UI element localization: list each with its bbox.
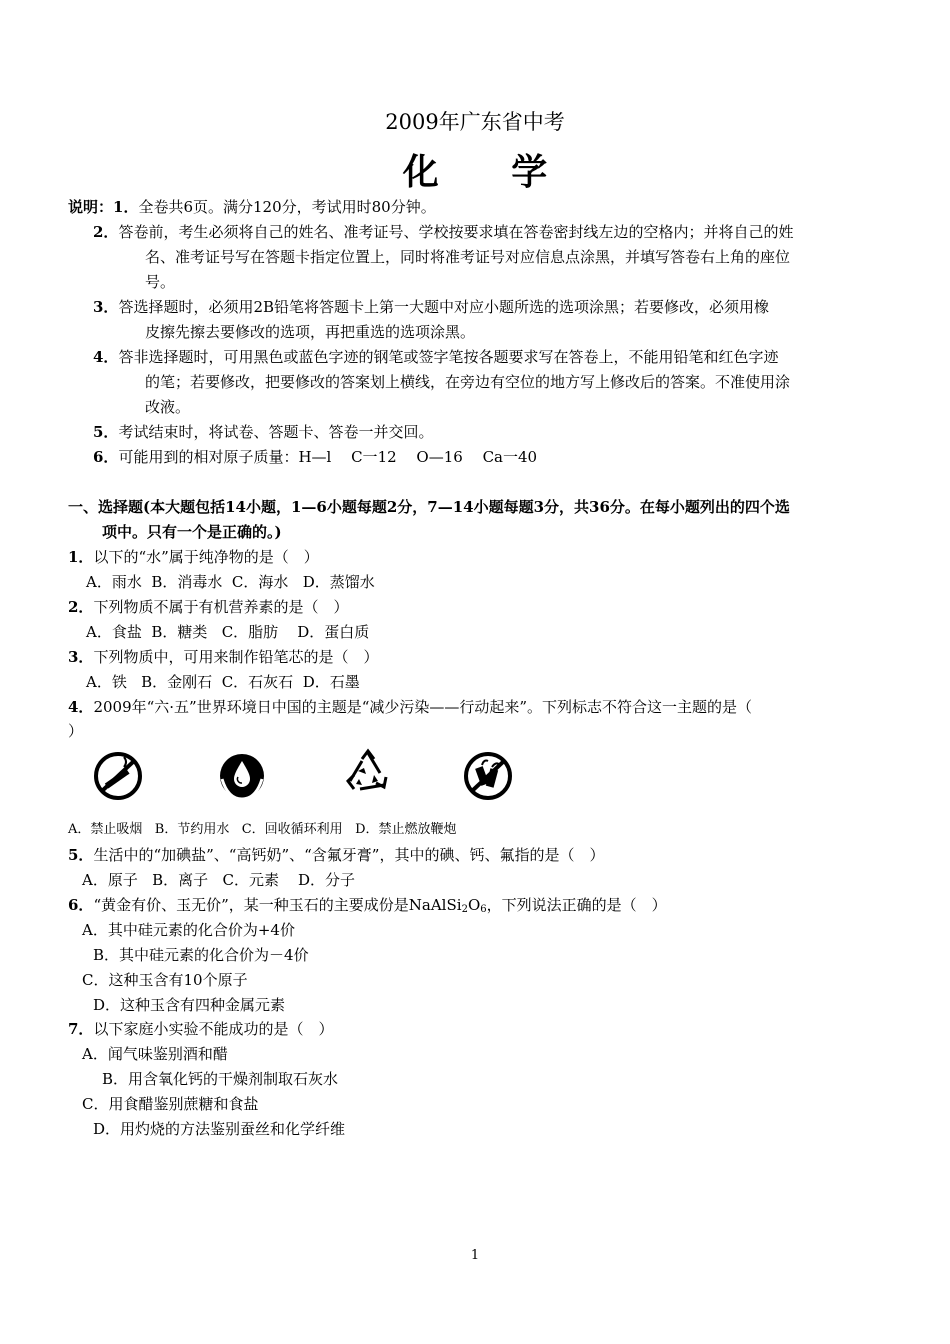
- question-num: 5．: [68, 846, 94, 864]
- notes-item-2: [93, 221, 793, 243]
- question-7-option-c: C．用食醋鉴别蔗糖和食盐: [82, 1095, 259, 1113]
- notes-num: 6．: [93, 448, 119, 466]
- exam-title: 2009年广东省中考: [385, 110, 565, 134]
- notes-text: 答卷前，考生必须将自己的姓名、准考证号、学校按要求填在答卷密封线左边的空格内；并将自己的姓: [118, 223, 794, 241]
- question-4: [68, 696, 752, 718]
- question-4-cont: ）: [68, 722, 84, 740]
- question-num: 1．: [68, 548, 94, 566]
- question-2-options: A．食盐 B．糖类 C．脂肪 D．蛋白质: [86, 623, 370, 641]
- page-number: 1: [470, 1248, 480, 1263]
- question-4-options: A．禁止吸烟 B．节约用水 C．回收循环利用 D．禁止燃放鞭炮: [68, 822, 457, 837]
- notes-num: 4．: [93, 348, 119, 366]
- question-stem-end: ，下列说法正确的是（ ）: [486, 896, 667, 914]
- notes-item-1: [68, 196, 436, 218]
- notes-line: 改液。: [145, 398, 191, 416]
- question-7-option-a: A．闻气味鉴别酒和醋: [82, 1045, 228, 1063]
- notes-line: 名、准考证号写在答题卡指定位置上，同时将准考证号对应信息点涂黑，并填写答卷右上角的座位: [145, 248, 791, 266]
- question-3-options: A．铁 B．金刚石 C．石灰石 D．石墨: [86, 673, 360, 691]
- notes-item-5: [93, 421, 433, 443]
- notes-line: 皮擦先擦去要修改的选项，再把重选的选项涂黑。: [145, 323, 476, 341]
- question-stem: 2009年“六·五”世界环境日中国的主题是“减少污染——行动起来”。下列标志不符合这一主题的是（: [93, 698, 753, 716]
- question-6-option-c: C．这种玉含有10个原子: [82, 971, 248, 989]
- notes-num: 1．: [113, 198, 139, 216]
- question-6-option-b: B．其中硅元素的化合价为－4价: [93, 946, 309, 964]
- notes-text: 全卷共6页。满分120分，考试用时80分钟。: [138, 198, 436, 216]
- question-6: [68, 894, 667, 921]
- question-stem: 以下的“水”属于纯净物的是（ ）: [93, 548, 319, 566]
- notes-text: 考试结束时，将试卷、答题卡、答卷一并交回。: [118, 423, 434, 441]
- section-heading-cont: 项中。只有一个是正确的。): [102, 523, 282, 541]
- notes-item-4: [93, 346, 778, 368]
- question-2: [68, 596, 348, 618]
- question-5: [68, 844, 604, 866]
- recycle-icon: [340, 745, 396, 807]
- subject-title: [0, 150, 950, 194]
- section-heading: 一、选择题(本大题包括14小题，1—6小题每题2分，7—14小题每题3分，共36分。在每小题列出的四个选: [68, 498, 790, 516]
- no-smoking-icon: [90, 745, 146, 807]
- notes-line: 的笔；若要修改，把要修改的答案划上横线，在旁边有空位的地方写上修改后的答案。不准使用涂: [145, 373, 791, 391]
- notes-num: 2．: [93, 223, 119, 241]
- notes-label: 说明：: [68, 198, 114, 216]
- question-3: [68, 646, 378, 668]
- question-stem: 以下家庭小实验不能成功的是（ ）: [93, 1020, 334, 1038]
- question-stem: 下列物质不属于有机营养素的是（ ）: [93, 598, 349, 616]
- notes-text: 可能用到的相对原子质量：H—l C一12 O—16 Ca一40: [118, 448, 538, 466]
- question-num: 4．: [68, 698, 94, 716]
- water-saving-icon: [214, 745, 270, 807]
- notes-num: 3．: [93, 298, 119, 316]
- question-7: [68, 1018, 333, 1040]
- no-firecrackers-icon: [460, 745, 516, 807]
- question-6-option-d: D．这种玉含有四种金属元素: [93, 996, 286, 1014]
- question-stem: 生活中的“加碘盐”、“高钙奶”、“含氟牙膏”，其中的碘、钙、氟指的是（ ）: [93, 846, 605, 864]
- notes-text: 答选择题时，必须用2B铅笔将答题卡上第一大题中对应小题所选的选项涂黑；若要修改，必须用橡: [118, 298, 770, 316]
- formula-subscript: 6: [480, 904, 487, 915]
- question-num: 6．: [68, 896, 94, 914]
- formula-subscript: 2: [461, 904, 468, 915]
- subject-text: 化 学: [402, 151, 578, 193]
- question-5-options: A．原子 B．离子 C．元素 D．分子: [82, 871, 356, 889]
- question-1-options: A．雨水 B．消毒水 C．海水 D．蒸馏水: [86, 573, 375, 591]
- question-num: 3．: [68, 648, 94, 666]
- notes-text: 答非选择题时，可用黑色或蓝色字迹的钢笔或签字笔按各题要求写在答卷上，不能用铅笔和红色字迹: [118, 348, 779, 366]
- question-num: 2．: [68, 598, 94, 616]
- question-stem: “黄金有价、玉无价”，某一种玉石的主要成份是NaAlSi: [93, 896, 462, 914]
- notes-num: 5．: [93, 423, 119, 441]
- question-7-option-b: B．用含氧化钙的干燥剂制取石灰水: [102, 1070, 339, 1088]
- question-1: [68, 546, 319, 568]
- question-7-option-d: D．用灼烧的方法鉴别蚕丝和化学纤维: [93, 1120, 346, 1138]
- formula-part: O: [467, 896, 481, 914]
- notes-item-6: [93, 446, 537, 468]
- question-stem: 下列物质中，可用来制作铅笔芯的是（ ）: [93, 648, 379, 666]
- notes-line: 号。: [145, 273, 176, 291]
- notes-item-3: [93, 296, 769, 318]
- question-num: 7．: [68, 1020, 94, 1038]
- question-6-option-a: A．其中硅元素的化合价为+4价: [82, 921, 295, 939]
